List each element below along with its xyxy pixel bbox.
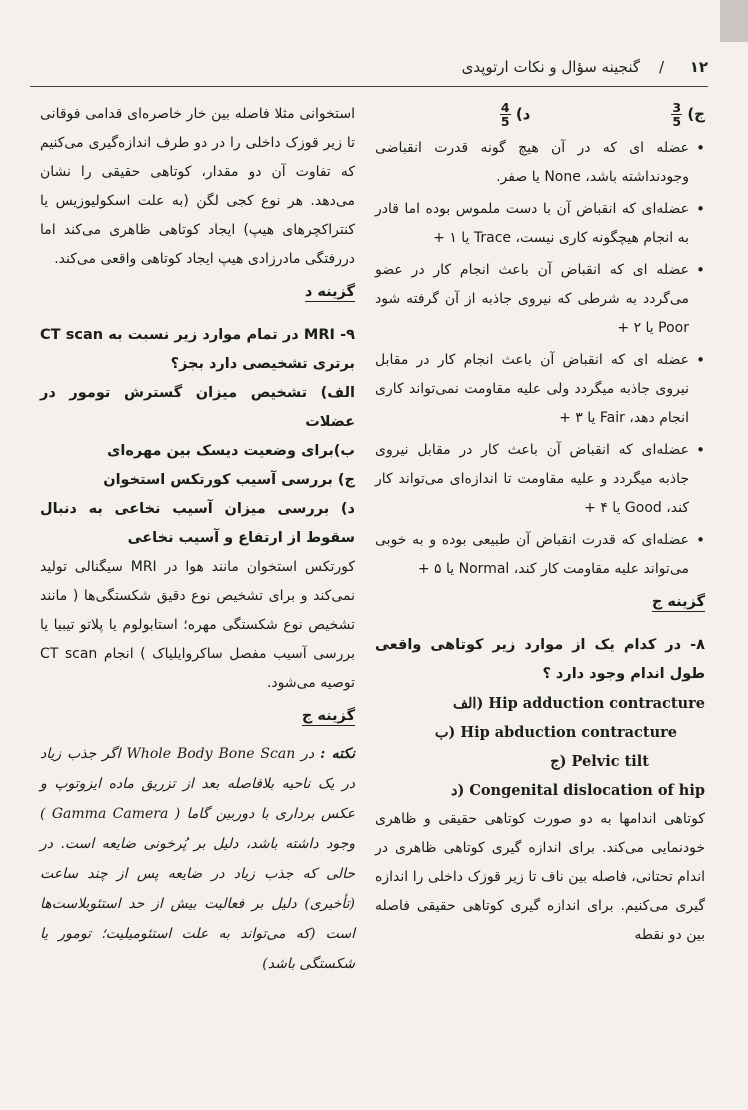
list-item: • عضله ای که انقباض آن باعث انجام کار در عضو می‌گردد به شرطی که نیروی جاذبه از آن گرفته شود Poor یا ۲ + [375, 256, 689, 343]
muscle-grade-list [375, 134, 705, 584]
note-text: در Whole Body Bone Scan اگر جذب زیاد در یک ناحیه بلافاصله بعد از تزریق ماده ایزوتوپ و عکس برداری با دوربین گاما ( Gamma Camera ) وجود داشته باشد، دلیل بر پُرخونی ضایعه است. در حالی که جذب زیاد در ضایعه پس از چند ساعت (تأخیری) دلیل بر فعالیت بیش از حد استئوبلاست‌ها است (که می‌تواند به علت استئومیلیت؛ تومور یا شکستگی باشد) [40, 746, 355, 972]
q9-option-d: د) بررسی میزان آسیب نخاعی به دنبال سقوط از ارتفاع و آسیب نخاعی [40, 501, 355, 546]
q9-option-b: ب)برای وضعیت دیسک بین مهره‌ای [107, 443, 355, 459]
header-separator: / [658, 58, 664, 76]
q8-explanation: کوتاهی اندامها به دو صورت کوتاهی حقیقی و ظاهری خودنمایی می‌کند. برای اندازه گیری کوتاهی ظاهری در اندام تحتانی، فاصله بین ناف تا زیر قوزک داخلی را اندازه گیری می‌کنیم. برای اندازه گیری کوتاهی حقیقی فاصله بین دو نقطه [375, 811, 705, 943]
q8-option-a: الف) Hip adduction contracture [453, 695, 705, 712]
q9-option-c: ج) بررسی آسیب کورتکس استخوان [103, 472, 355, 488]
q9-option-a: الف) تشخیص میزان گسترش تومور در عضلات [40, 385, 355, 430]
option-d-label: د) [515, 105, 531, 123]
page-edge-tab [720, 0, 748, 42]
question-8: ۸- در کدام یک از موارد زیر کوتاهی واقعی طول اندام وجود دارد ؟ [375, 637, 705, 682]
q8-option-d: د) Congenital dislocation of hip [450, 782, 705, 799]
list-item: • عضله‌ای که قدرت انقباض آن طبیعی بوده و به خوبی می‌تواند علیه مقاومت کار کند، Normal یا ۵ + [375, 526, 689, 584]
header-rule [30, 86, 708, 87]
answer-label: گزینه د [304, 284, 355, 300]
list-item: • عضله ای که در آن هیچ گونه قدرت انقباضی وجودنداشته باشد، None یا صفر. [375, 134, 689, 192]
right-column [375, 100, 705, 950]
option-c-label: ج) [687, 105, 705, 123]
list-item: • عضله‌ای که انقباض آن باعث کار در مقابل نیروی جاذبه میگردد و علیه مقاومت تا اندازه‌ای می‌تواند کار کند، Good یا ۴ + [375, 436, 689, 523]
list-item: • عضله‌ای که انقباض آن با دست ملموس بوده اما قادر به انجام هیچگونه کاری نیست، Trace یا ۱ + [375, 195, 689, 253]
note-label: نکته : [320, 746, 355, 762]
book-title: گنجینه سؤال و نکات ارتوپدی [461, 58, 640, 76]
option-c-fraction: $\frac{3}{5}$ [672, 100, 682, 129]
q9-explanation: کورتکس استخوان مانند هوا در MRI سیگنالی تولید نمی‌کند و برای تشخیص نوع دقیق شکستگی‌ها ( مانند تشخیص نوع شکستگی مهره؛ استابولوم یا پلاتو تیبیا یا بررسی آسیب مفصل ساکروایلیاک ) انجام CT scan توصیه می‌شود. [40, 559, 356, 691]
question-9: ۹- MRI در تمام موارد زیر نسبت به CT scan برتری تشخیصی دارد بجز؟ [40, 327, 355, 372]
q8-option-c: ج) Pelvic tilt [550, 753, 649, 770]
page-number: ۱۲ [689, 58, 708, 76]
list-item: • عضله ای که انقباض آن باعث انجام کار در مقابل نیروی جاذبه میگردد ولی علیه مقاومت نمی‌تواند کاری انجام دهد، Fair یا ۳ + [375, 346, 689, 433]
left-column [40, 100, 355, 979]
q8-explanation-continued: استخوانی مثلا فاصله بین خار خاصره‌ای قدامی فوقانی تا زیر قوزک داخلی را در دو طرف اندازه‌گیری می‌کنیم که تفاوت آن دو مقدار، کوتاهی حقیقی را نشان می‌دهد. هر نوع کجی لگن (به علت اسکولیوزیس یا کنتراکچرهای هیپ) ایجاد کوتاهی ظاهری می‌کند اما دررفتگی مادرزادی هیپ ایجاد کوتاهی واقعی می‌کند. [40, 106, 355, 267]
previous-question-options [375, 100, 705, 134]
q8-option-b: ب) Hip abduction contracture [434, 724, 677, 741]
option-d-fraction: $\frac{4}{5}$ [500, 100, 510, 129]
answer-label: گزینه ج [651, 594, 705, 610]
answer-label: گزینه ج [301, 708, 355, 724]
handwritten-note [40, 739, 355, 979]
running-header [30, 50, 708, 84]
